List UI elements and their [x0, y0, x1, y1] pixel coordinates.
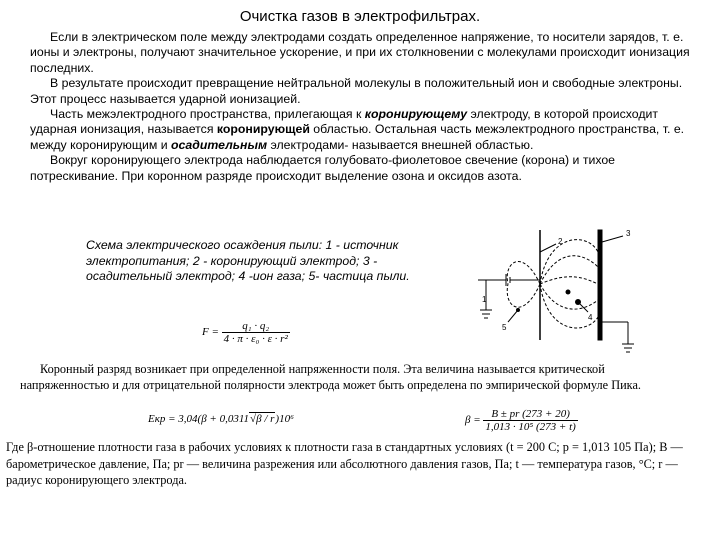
diagram-label: 1	[482, 295, 487, 304]
term-collecting: осадительным	[171, 137, 268, 152]
diagram-label: 5	[502, 323, 507, 332]
paragraph-ionization: Если в электрическом поле между электродами создать определенное напряжение, то носители зарядов, т. е. ионы и электроны, получают значительное ускорение, и при их столкновении с молекулами происходит ионизация последних.	[30, 30, 690, 75]
corona-paragraph: Коронный разряд возникает при определенной напряженности поля. Эта величина называется критической напряженностью и для отрицательной полярности электрода может быть определена по эмпирической формуле Пика.	[20, 362, 641, 392]
variables-description: Где β-отношение плотности газа в рабочих условиях к плотности газа в стандартных условиях (t = 200 C; p = 1,013 105 Па); B — барометрическое давление, Па; pr — величина разрежения или абсолютного давления газов, Па; t — температура газов, °С; r — радиус коронирующего электрода.	[6, 440, 683, 487]
diagram-label: 2	[558, 237, 563, 246]
collecting-electrode	[598, 230, 602, 340]
page-title: Очистка газов в электрофильтрах.	[239, 8, 481, 25]
paragraph-corona-glow: Вокруг коронирующего электрода наблюдается голубовато-фиолетовое свечение (корона) и тихое потрескивание. При коронном разряде происходит выделение озона и оксидов азота.	[30, 153, 616, 183]
coulomb-formula: F = $\frac{\text{q₁ · q₂}}{\text{4 · π · ε₀ · ε · r²}}$	[202, 320, 288, 345]
body-text	[30, 30, 694, 184]
peek-formula: Eкр = 3,04(β + 0,0311√β / r)10⁶	[148, 413, 294, 425]
dust-particle-icon	[575, 299, 581, 305]
diagram-label: 4	[588, 313, 593, 322]
scheme-caption: Схема электрического осаждения пыли: 1 - источник электропитания; 2 - коронирующий электрод; 3 - осадительный электрод; 4 -ион газа; 5- частица пыли.	[86, 238, 410, 283]
precipitation-diagram	[478, 222, 658, 357]
beta-formula: β = $\frac{B \pm pr (273 + 20)}{\text{1,013 · 10⁵ (273 + t)}}$	[465, 408, 576, 433]
diagram-label: 3	[626, 229, 631, 238]
term-coronating: коронирующему	[364, 107, 468, 122]
paragraph-corona-region: Часть межэлектродного пространства, прилегающая к коронирующему электроду, в которой происходит ударная ионизация, называется коронирующей областью. Остальная часть межэлектродного пространства, т. е. между коронирующим и осадительным электродами- называется внешней областью.	[30, 107, 685, 152]
gas-ion-icon	[566, 290, 571, 295]
term-corona-region: коронирующей	[216, 122, 310, 137]
paragraph-impact-ionization: В результате происходит превращение нейтральной молекулы в положительный ион и свободные электроны. Этот процесс называется ударной ионизацией.	[30, 76, 683, 106]
